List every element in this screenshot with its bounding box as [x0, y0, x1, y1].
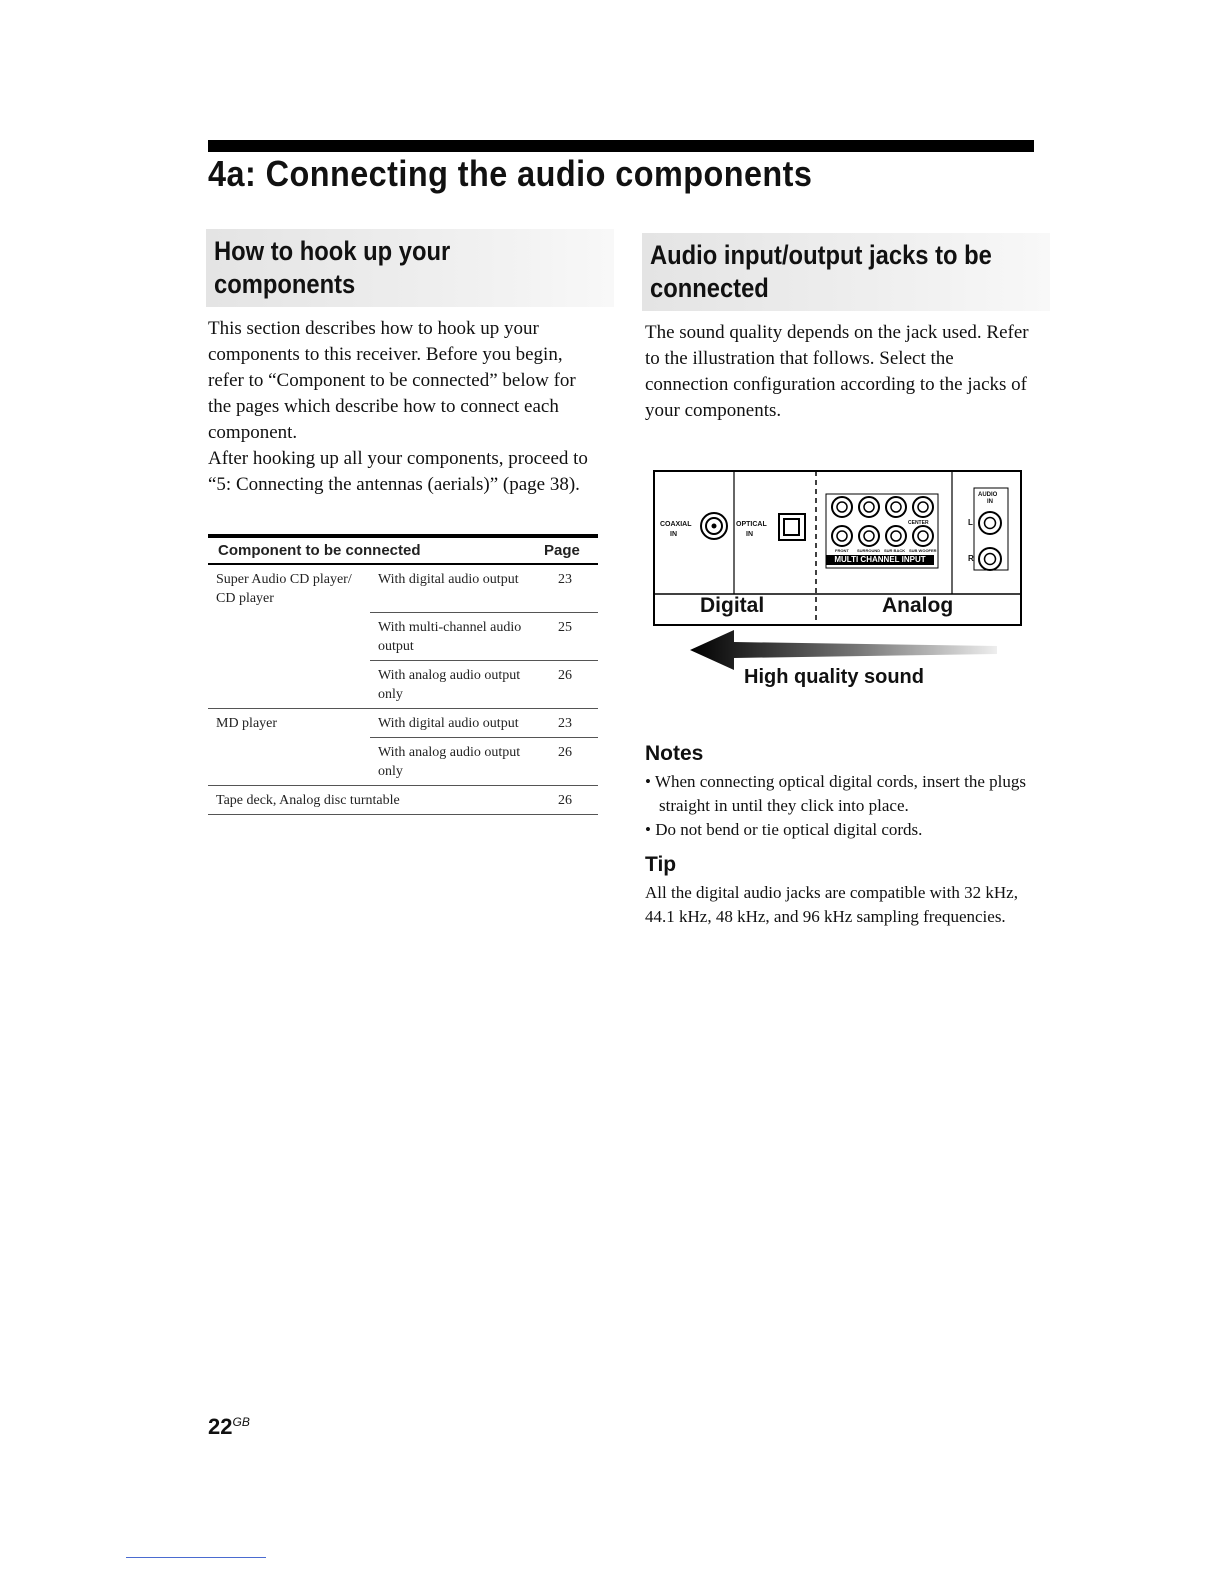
table-row — [208, 612, 598, 660]
optical-label: OPTICAL — [736, 521, 767, 528]
table-row — [208, 564, 598, 612]
jacks-intro-text — [645, 320, 1037, 424]
list-item: • Do not bend or tie optical digital cords. — [645, 820, 923, 839]
center-label: CENTER — [908, 520, 929, 526]
page-number — [208, 1414, 250, 1440]
intro-text — [208, 316, 593, 498]
page-title: 4a: Connecting the audio components — [208, 153, 813, 194]
high-quality-label: High quality sound — [744, 666, 924, 688]
page-cell: 26 — [544, 737, 598, 785]
right-channel-label: R — [968, 554, 974, 563]
section-heading-hook-up — [206, 229, 614, 307]
coaxial-label: COAXIAL — [660, 521, 692, 528]
tip-text: All the digital audio jacks are compatible with 32 kHz, 44.1 kHz, 48 kHz, and 96 kHz sampling frequencies. — [645, 883, 1018, 926]
component-cell — [208, 612, 370, 660]
audio-in-label: AUDIO — [978, 492, 998, 498]
notes-list — [645, 770, 1035, 842]
coaxial-jack-icon — [701, 513, 727, 539]
analog-label: Analog — [882, 594, 954, 617]
surround-label: SURROUND — [857, 548, 881, 553]
page-cell: 23 — [544, 564, 598, 612]
table-header-row — [208, 536, 598, 564]
title-rule — [208, 140, 1034, 152]
component-cell — [208, 737, 370, 785]
coaxial-in-label: IN — [670, 531, 677, 538]
quality-arrow-icon — [690, 630, 997, 670]
subwoofer-label: SUB WOOFER — [909, 548, 937, 553]
page-cell: 26 — [544, 660, 598, 708]
page-cell: 25 — [544, 612, 598, 660]
heading-line: components — [214, 269, 356, 299]
notes-heading: Notes — [645, 742, 704, 765]
optical-jack-icon — [779, 514, 805, 540]
table-row — [208, 785, 598, 814]
page-cell: 26 — [544, 785, 598, 814]
column-header-page: Page — [544, 536, 598, 564]
multi-channel-input-label: MULTI CHANNEL INPUT — [826, 555, 934, 565]
note-text: When connecting optical digital cords, insert the plugs straight in until they click into place. — [654, 772, 1026, 815]
surback-label: SUR BACK — [884, 548, 906, 553]
detail-cell: With analog audio output only — [370, 660, 544, 708]
optical-in-label: IN — [746, 531, 753, 538]
heading-line: Audio input/output jacks to be — [650, 240, 992, 270]
heading-line: How to hook up your — [214, 236, 451, 266]
detail-cell: With analog audio output only — [370, 737, 544, 785]
page-cell: 23 — [544, 708, 598, 737]
left-channel-label: L — [968, 518, 973, 527]
front-label: FRONT — [835, 548, 849, 553]
audio-in-label-2: IN — [987, 499, 993, 505]
jacks-diagram — [652, 470, 1024, 702]
component-cell — [208, 660, 370, 708]
intro-paragraph: After hooking up all your components, proceed to “5: Connecting the antennas (aerials)” (page 38). — [208, 448, 588, 495]
component-cell: Tape deck, Analog disc turntable — [208, 785, 544, 814]
note-text: Do not bend or tie optical digital cords. — [655, 820, 923, 839]
table-row — [208, 660, 598, 708]
page-number-value: 22 — [208, 1414, 233, 1439]
component-table — [208, 534, 598, 815]
detail-cell: With multi-channel audio output — [370, 612, 544, 660]
tip-heading: Tip — [645, 853, 677, 876]
detail-cell: With digital audio output — [370, 708, 544, 737]
list-item: • When connecting optical digital cords, insert the plugs straight in until they click into place. — [645, 772, 1026, 815]
digital-label: Digital — [700, 594, 765, 617]
detail-cell: With digital audio output — [370, 564, 544, 612]
page-number-suffix: GB — [232, 1415, 250, 1429]
component-cell: Super Audio CD player/ CD player — [216, 572, 352, 606]
table-row — [208, 737, 598, 785]
footer-rule — [126, 1557, 266, 1558]
heading-line: connected — [650, 273, 769, 303]
component-cell: MD player — [216, 715, 278, 731]
column-header-component: Component to be connected — [208, 536, 544, 564]
section-heading-jacks — [642, 233, 1050, 311]
table-row — [208, 708, 598, 737]
jacks-paragraph: The sound quality depends on the jack used. Refer to the illustration that follows. Select the connection configuration according to the jacks of your components. — [645, 322, 1029, 421]
intro-paragraph: This section describes how to hook up your components to this receiver. Before you begin, refer to “Component to be connected” below for the pages which describe how to connect each component. — [208, 318, 576, 443]
